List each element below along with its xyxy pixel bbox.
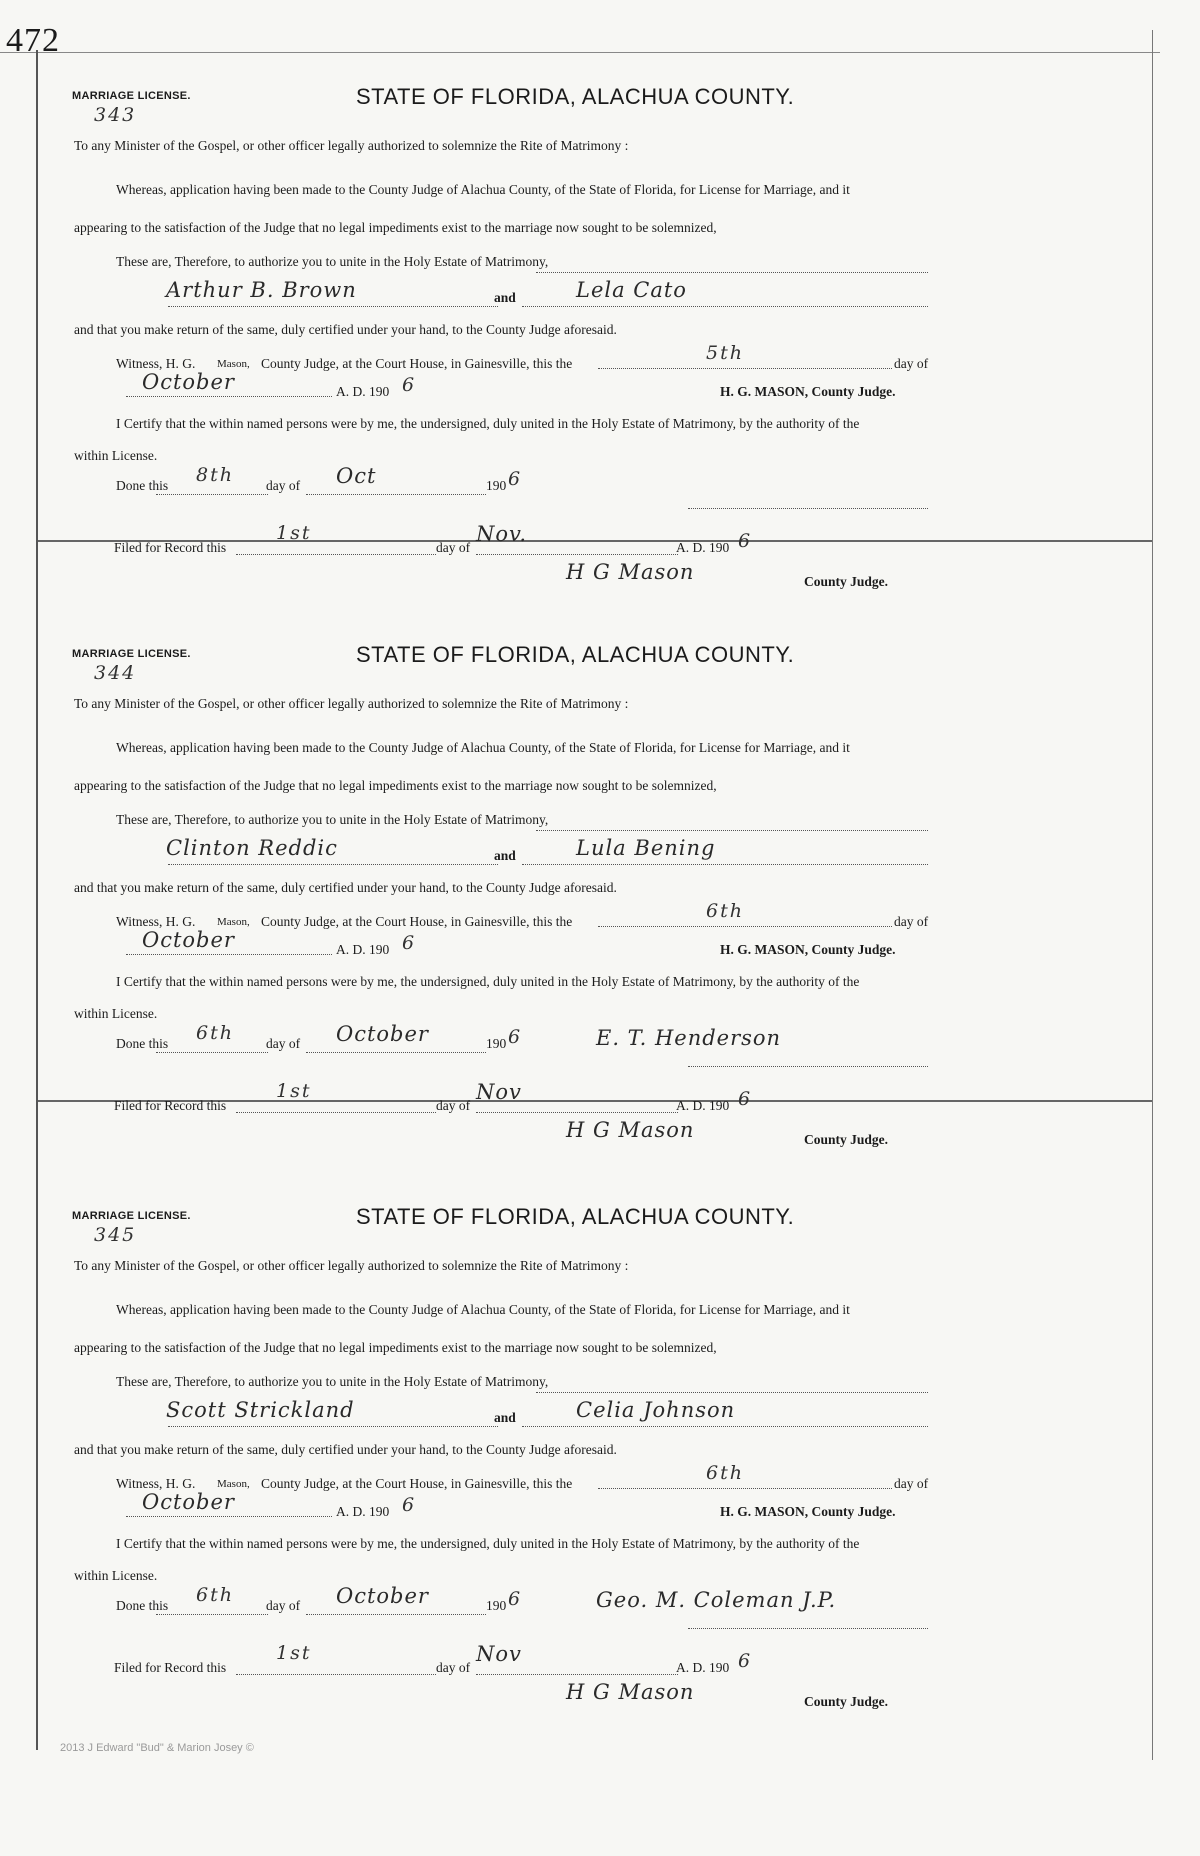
state-heading: STATE OF FLORIDA, ALACHUA COUNTY.: [356, 84, 795, 109]
within-license-text: within License.: [74, 1568, 158, 1583]
dotted-fill-line: [476, 554, 678, 555]
dotted-fill-line: [306, 494, 486, 495]
witness-mason: Mason,: [217, 358, 250, 370]
filed-month: Nov.: [476, 522, 528, 546]
county-judge-signature: H G Mason: [566, 1680, 695, 1704]
make-return-text: and that you make return of the same, duly certified under your hand, to the County Judge aforesaid.: [74, 880, 617, 895]
to-any-minister-text: To any Minister of the Gospel, or other officer legally authorized to solemnize the Rite of Matrimony :: [74, 138, 629, 153]
witness-day-of: day of: [894, 914, 929, 929]
license-label: MARRIAGE LICENSE.: [72, 648, 191, 660]
done-day-of: day of: [266, 1598, 301, 1613]
witness-month: October: [142, 370, 235, 394]
county-judge-label: County Judge.: [804, 574, 889, 589]
dotted-fill-line: [598, 1488, 892, 1489]
whereas-text: Whereas, application having been made to the County Judge of Alachua County, of the State of Florida, for License for Marriage, and it: [116, 1302, 850, 1317]
witness-post: County Judge, at the Court House, in Gainesville, this the: [261, 1476, 573, 1491]
done-day: 6th: [196, 1584, 234, 1606]
dotted-fill-line: [156, 1614, 268, 1615]
certify-text: I Certify that the within named persons were by me, the undersigned, duly united in the Holy Estate of Matrimony, by the authority of the: [116, 974, 860, 989]
dotted-fill-line: [536, 272, 928, 273]
groom-name: Scott Strickland: [166, 1398, 355, 1422]
county-judge-signature: H G Mason: [566, 1118, 695, 1142]
marriage-license-1: [38, 60, 1150, 590]
witness-pre: Witness, H. G.: [116, 914, 196, 929]
witness-day: 5th: [706, 342, 744, 364]
done-day: 6th: [196, 1022, 234, 1044]
witness-year: 6: [402, 932, 417, 954]
groom-name: Clinton Reddic: [166, 836, 338, 860]
dotted-fill-line: [476, 1674, 678, 1675]
filed-year: 6: [738, 1650, 753, 1672]
witness-ad: A. D. 190: [336, 1504, 390, 1519]
top-rule: [0, 52, 1160, 53]
dotted-fill-line: [126, 396, 332, 397]
done-this-text: Done this: [116, 1036, 169, 1051]
dotted-fill-line: [126, 1516, 332, 1517]
dotted-fill-line: [236, 554, 436, 555]
filed-for-record-text: Filed for Record this: [114, 1660, 227, 1675]
filed-for-record-text: Filed for Record this: [114, 540, 227, 555]
done-month: Oct: [336, 464, 377, 488]
officiant-signature: Geo. M. Coleman J.P.: [596, 1588, 837, 1612]
witness-year: 6: [402, 374, 417, 396]
within-license-text: within License.: [74, 448, 158, 463]
filed-ad: A. D. 190: [676, 1098, 730, 1113]
witness-mason: Mason,: [217, 916, 250, 928]
and-word: and: [494, 290, 516, 305]
make-return-text: and that you make return of the same, duly certified under your hand, to the County Judge aforesaid.: [74, 322, 617, 337]
done-day: 8th: [196, 464, 234, 486]
license-number: 343: [94, 104, 137, 126]
appearing-text: appearing to the satisfaction of the Judge that no legal impediments exist to the marriage now sought to be solemnized,: [74, 220, 717, 235]
bride-name: Celia Johnson: [576, 1398, 736, 1422]
filed-day-of: day of: [436, 1098, 471, 1113]
make-return-text: and that you make return of the same, duly certified under your hand, to the County Judge aforesaid.: [74, 1442, 617, 1457]
witness-pre: Witness, H. G.: [116, 356, 196, 371]
done-day-of: day of: [266, 1036, 301, 1051]
done-day-of: day of: [266, 478, 301, 493]
witness-month: October: [142, 928, 235, 952]
dotted-fill-line: [126, 954, 332, 955]
dotted-fill-line: [598, 926, 892, 927]
county-judge-label: County Judge.: [804, 1694, 889, 1709]
dotted-fill-line: [156, 1052, 268, 1053]
done-year: 6: [508, 1588, 523, 1610]
dotted-fill-line: [156, 494, 268, 495]
filed-for-record-text: Filed for Record this: [114, 1098, 227, 1113]
these-are-text: These are, Therefore, to authorize you to unite in the Holy Estate of Matrimony,: [116, 1374, 549, 1389]
certify-text: I Certify that the within named persons were by me, the undersigned, duly united in the Holy Estate of Matrimony, by the authority of the: [116, 1536, 860, 1551]
filed-day: 1st: [276, 1080, 312, 1102]
license-label: MARRIAGE LICENSE.: [72, 1210, 191, 1222]
dotted-fill-line: [168, 864, 498, 865]
marriage-license-3: [38, 1180, 1150, 1710]
certify-text: I Certify that the within named persons were by me, the undersigned, duly united in the Holy Estate of Matrimony, by the authority of the: [116, 416, 860, 431]
license-label: MARRIAGE LICENSE.: [72, 90, 191, 102]
dotted-fill-line: [688, 508, 928, 509]
done-year-label: 190: [486, 1598, 507, 1613]
dotted-fill-line: [598, 368, 892, 369]
done-year: 6: [508, 1026, 523, 1048]
to-any-minister-text: To any Minister of the Gospel, or other officer legally authorized to solemnize the Rite of Matrimony :: [74, 1258, 629, 1273]
filed-year: 6: [738, 530, 753, 552]
judge-signature-line: H. G. MASON, County Judge.: [720, 384, 896, 399]
filed-month: Nov: [476, 1080, 522, 1104]
done-this-text: Done this: [116, 1598, 169, 1613]
witness-day: 6th: [706, 1462, 744, 1484]
dotted-fill-line: [306, 1052, 486, 1053]
dotted-fill-line: [522, 306, 928, 307]
officiant-signature: E. T. Henderson: [596, 1026, 782, 1050]
filed-ad: A. D. 190: [676, 540, 730, 555]
copyright-footer: 2013 J Edward "Bud" & Marion Josey ©: [60, 1742, 254, 1754]
filed-month: Nov: [476, 1642, 522, 1666]
dotted-fill-line: [168, 1426, 498, 1427]
filed-day: 1st: [276, 522, 312, 544]
state-heading: STATE OF FLORIDA, ALACHUA COUNTY.: [356, 642, 795, 667]
done-year: 6: [508, 468, 523, 490]
filed-day: 1st: [276, 1642, 312, 1664]
witness-post: County Judge, at the Court House, in Gainesville, this the: [261, 356, 573, 371]
bride-name: Lula Bening: [576, 836, 716, 860]
state-heading: STATE OF FLORIDA, ALACHUA COUNTY.: [356, 1204, 795, 1229]
dotted-fill-line: [306, 1614, 486, 1615]
within-license-text: within License.: [74, 1006, 158, 1021]
filed-ad: A. D. 190: [676, 1660, 730, 1675]
these-are-text: These are, Therefore, to authorize you to unite in the Holy Estate of Matrimony,: [116, 254, 549, 269]
dotted-fill-line: [522, 864, 928, 865]
judge-signature-line: H. G. MASON, County Judge.: [720, 942, 896, 957]
done-year-label: 190: [486, 1036, 507, 1051]
judge-signature-line: H. G. MASON, County Judge.: [720, 1504, 896, 1519]
license-number: 345: [94, 1224, 137, 1246]
dotted-fill-line: [536, 1392, 928, 1393]
dotted-fill-line: [168, 306, 498, 307]
witness-ad: A. D. 190: [336, 942, 390, 957]
dotted-fill-line: [522, 1426, 928, 1427]
witness-month: October: [142, 1490, 235, 1514]
filed-day-of: day of: [436, 1660, 471, 1675]
dotted-fill-line: [236, 1674, 436, 1675]
dotted-fill-line: [476, 1112, 678, 1113]
witness-day: 6th: [706, 900, 744, 922]
marriage-license-2: [38, 618, 1150, 1148]
done-this-text: Done this: [116, 478, 169, 493]
whereas-text: Whereas, application having been made to the County Judge of Alachua County, of the State of Florida, for License for Marriage, and it: [116, 740, 850, 755]
witness-year: 6: [402, 1494, 417, 1516]
appearing-text: appearing to the satisfaction of the Judge that no legal impediments exist to the marriage now sought to be solemnized,: [74, 1340, 717, 1355]
and-word: and: [494, 848, 516, 863]
done-month: October: [336, 1584, 429, 1608]
and-word: and: [494, 1410, 516, 1425]
done-month: October: [336, 1022, 429, 1046]
county-judge-label: County Judge.: [804, 1132, 889, 1147]
whereas-text: Whereas, application having been made to the County Judge of Alachua County, of the State of Florida, for License for Marriage, and it: [116, 182, 850, 197]
page-frame-right-border: [1152, 30, 1153, 1760]
filed-day-of: day of: [436, 540, 471, 555]
to-any-minister-text: To any Minister of the Gospel, or other officer legally authorized to solemnize the Rite of Matrimony :: [74, 696, 629, 711]
these-are-text: These are, Therefore, to authorize you to unite in the Holy Estate of Matrimony,: [116, 812, 549, 827]
witness-pre: Witness, H. G.: [116, 1476, 196, 1491]
groom-name: Arthur B. Brown: [166, 278, 357, 302]
dotted-fill-line: [688, 1628, 928, 1629]
filed-year: 6: [738, 1088, 753, 1110]
witness-day-of: day of: [894, 1476, 929, 1491]
bride-name: Lela Cato: [576, 278, 687, 302]
done-year-label: 190: [486, 478, 507, 493]
dotted-fill-line: [536, 830, 928, 831]
witness-mason: Mason,: [217, 1478, 250, 1490]
page-number: 472: [6, 22, 60, 59]
witness-post: County Judge, at the Court House, in Gainesville, this the: [261, 914, 573, 929]
witness-day-of: day of: [894, 356, 929, 371]
dotted-fill-line: [688, 1066, 928, 1067]
license-number: 344: [94, 662, 137, 684]
appearing-text: appearing to the satisfaction of the Judge that no legal impediments exist to the marriage now sought to be solemnized,: [74, 778, 717, 793]
county-judge-signature: H G Mason: [566, 560, 695, 584]
dotted-fill-line: [236, 1112, 436, 1113]
witness-ad: A. D. 190: [336, 384, 390, 399]
